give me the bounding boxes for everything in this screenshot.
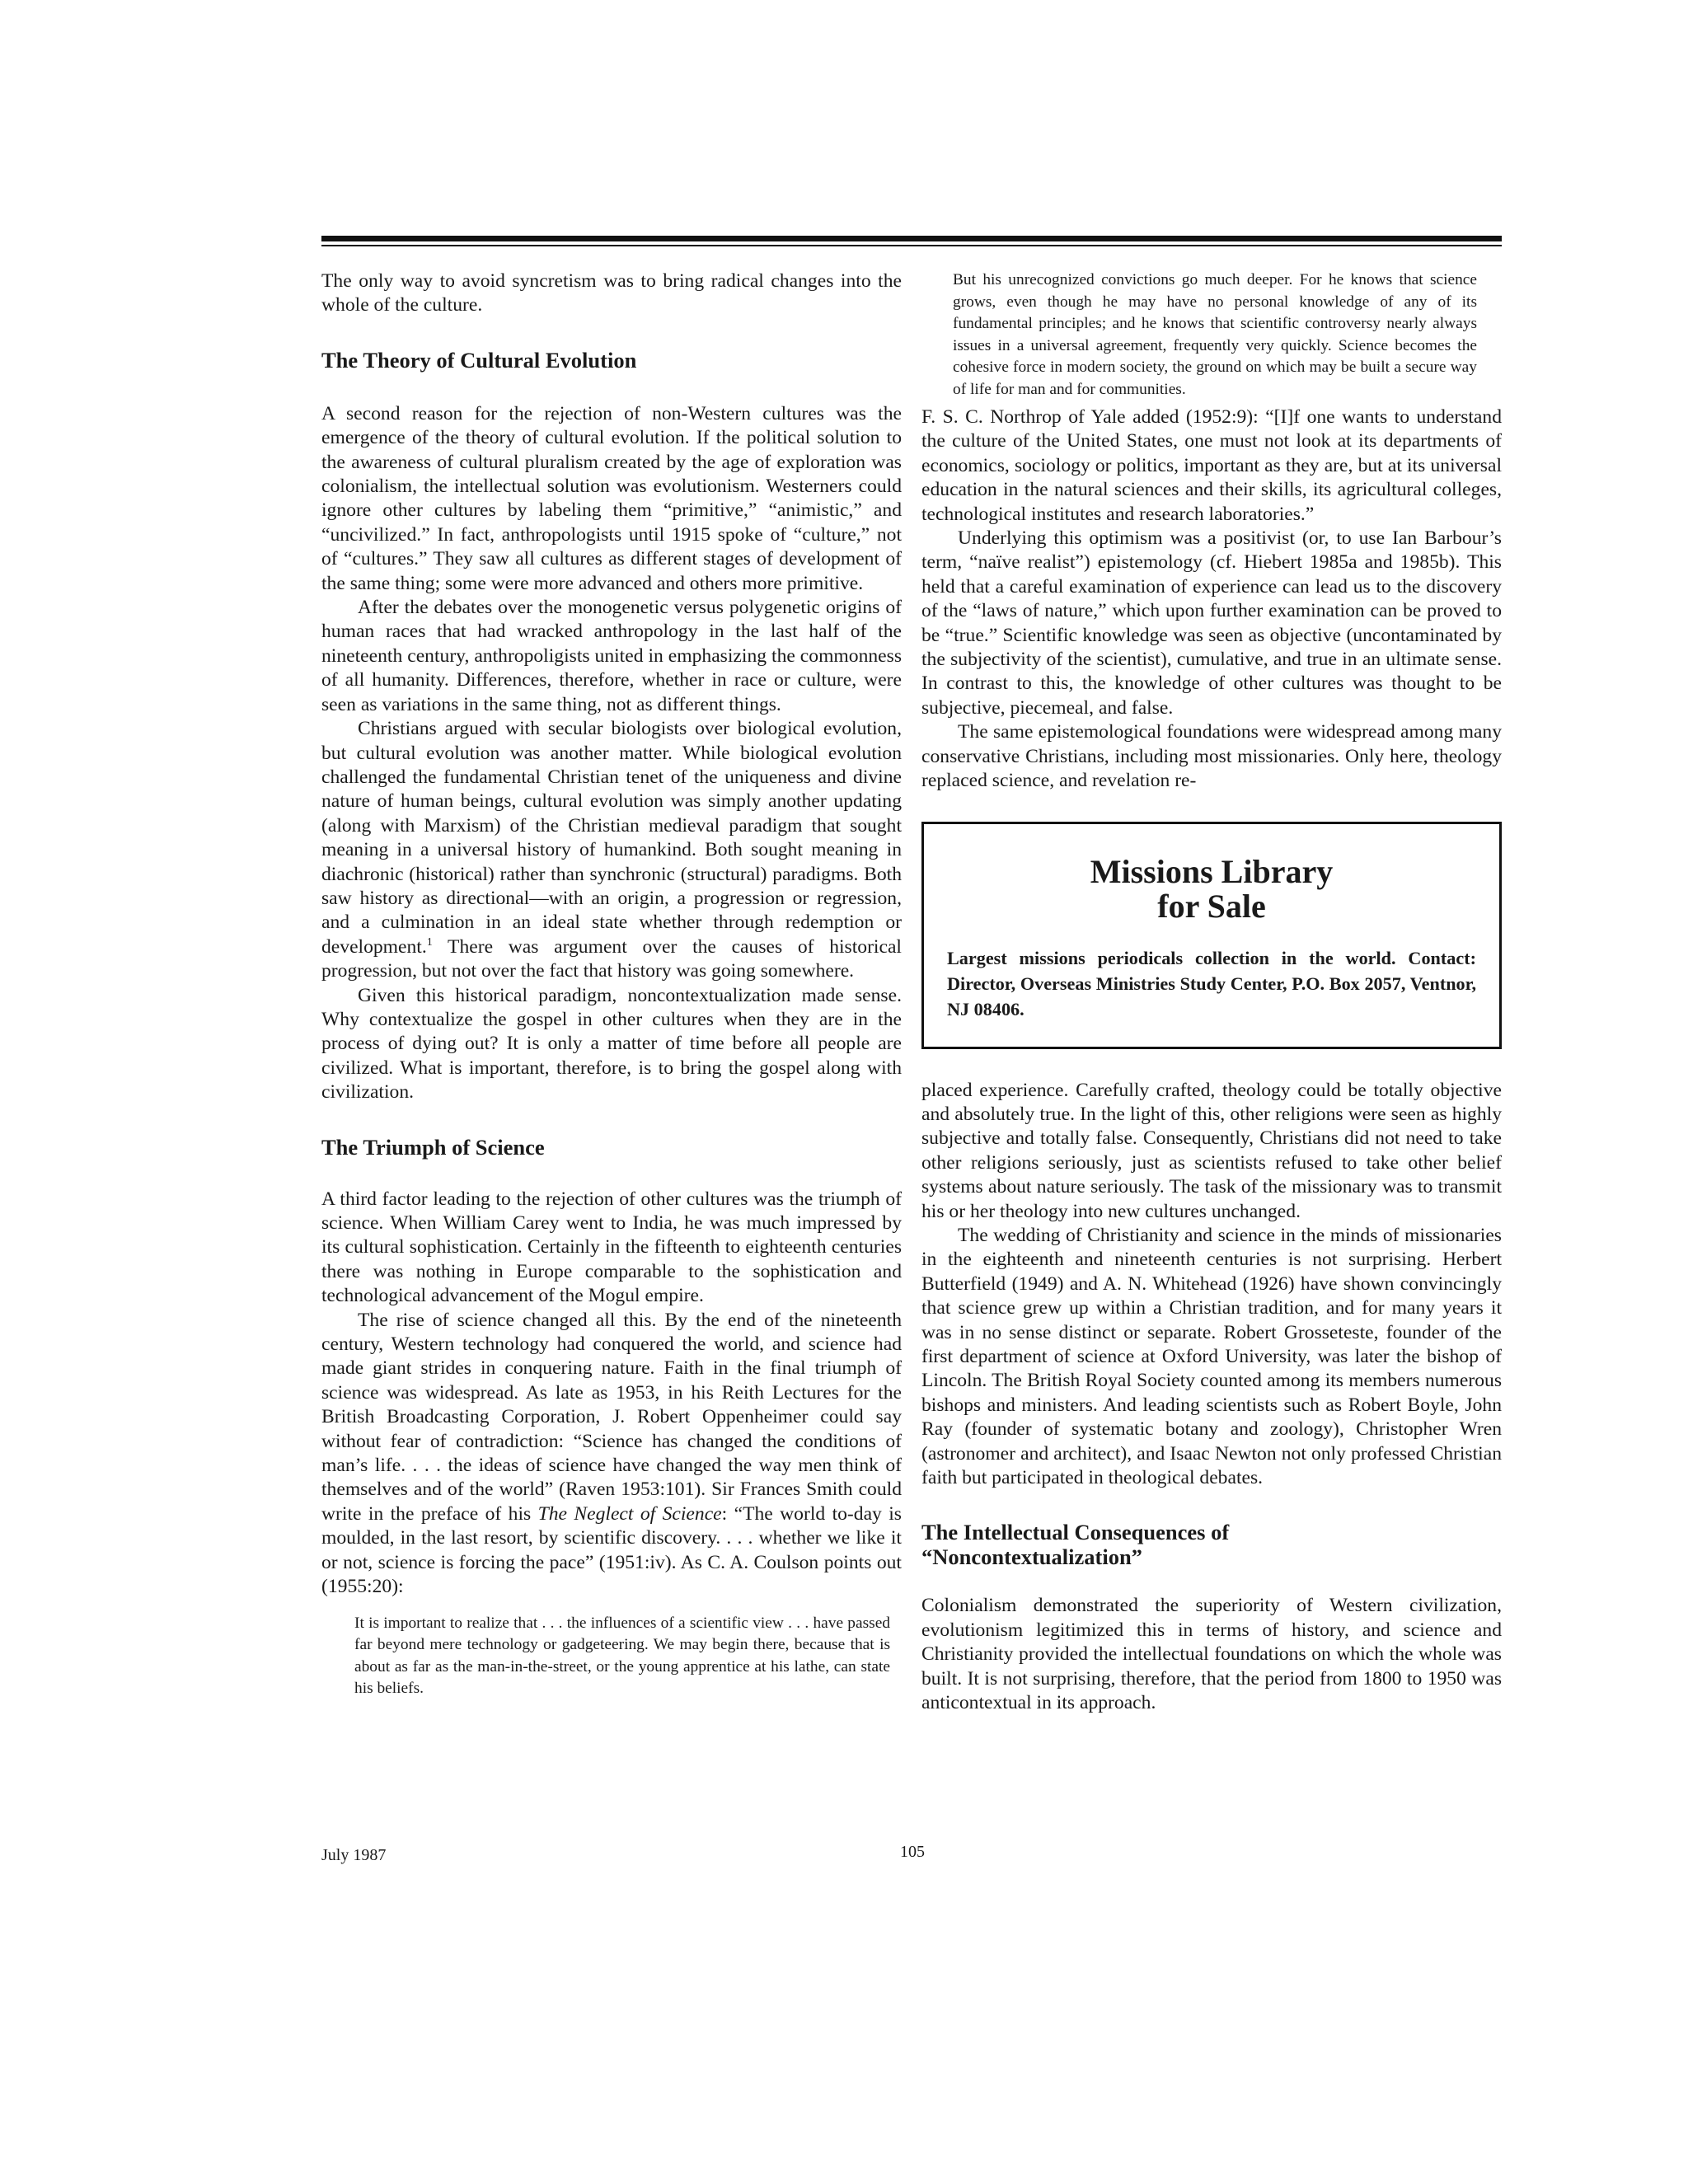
paragraph-evolution-3 [321, 717, 902, 983]
header-rule-thick [321, 236, 1502, 241]
heading-intellectual-consequences-line-2: “Noncontextualization” [921, 1544, 1142, 1570]
paragraph-intro: The only way to avoid syncretism was to bring radical changes into the whole of the culture. [321, 270, 902, 316]
advertisement-box [921, 822, 1502, 1049]
advertisement-title-line-1: Missions Library [1090, 852, 1334, 890]
paragraph-wedding: The wedding of Christianity and science in the minds of missionaries in the eighteenth and nineteenth centuries is not surprising. Herbert Butterfield (1949) and A. N. Whitehead (1926) have shown convincingly that science grew up within a Christian tradition, and for many years it was in no sense distinct or separate. Robert Grosseteste, founder of the first department of science at Oxford University, was later the bishop of Lincoln. The British Royal Society counted among its members numerous bishops and ministers. And leading scientists such as Robert Boyle, John Ray (founder of systematic botany and zoology), Christopher Wren (astronomer and architect), and Isaac Newton not only professed Christian faith but participated in theological debates. [921, 1224, 1502, 1488]
block-quote-coulson: It is important to realize that . . . the influences of a scientific view . . . have passed far beyond mere technology or gadgeteering. We may begin there, because that is about as far as the man-in-the-street, or the young apprentice at his lathe, can state his beliefs. [354, 1614, 890, 1697]
paragraph-science-1: A third factor leading to the rejection of other cultures was the triumph of science. When William Carey went to India, he was much impressed by its cultural sophistication. Certainly in the fifteenth to eighteenth centuries there was nothing in Europe comparable to the sophistication and technological advancement of the Mogul empire. [321, 1188, 902, 1307]
advertisement-title-line-2: for Sale [1157, 887, 1266, 925]
paragraph-science-2-text-b: : “The world to-day is moulded, in the last resort, by scientific discovery. . . . whether we like it or not, science is forcing the pace” (1951:iv). As C. A. Coulson points out (1955:20): [321, 1502, 902, 1598]
paragraph-evolution-1: A second reason for the rejection of non-Western cultures was the emergence of the theory of cultural evolution. If the political solution to the awareness of cultural pluralism created by the age of exploration was colonialism, the intellectual solution was evolutionism. Westerners could ignore other cultures by labeling them “primitive,” “animistic,” and “uncivilized.” In fact, anthropologists until 1915 spoke of “culture,” not of “cultures.” They saw all cultures as different stages of development of the same thing; some were more advanced and others more primitive. [321, 402, 902, 594]
paragraph-northrop: F. S. C. Northrop of Yale added (1952:9): “[I]f one wants to understand the culture of the United States, one must not look at its departments of economics, sociology or politics, important as they are, but at its universal education in the natural sciences and their skills, its agricultural colleges, technological institutes and research laboratories.” [921, 406, 1502, 525]
paragraph-science-2-text-a: The rise of science changed all this. By the end of the nineteenth century, Western technology had conquered the world, and science had made giant strides in conquering nature. Faith in the final triumph of science was widespread. As late as 1953, in his Reith Lectures for the British Broadcasting Corporation, J. Robert Oppenheimer could say without fear of contradiction: “Science has changed the conditions of man’s life. . . . the ideas of science have changed the way men think of themselves and of the world” (Raven 1953:101). Sir Frances Smith could write in the preface of his [321, 1309, 902, 1525]
book-title-neglect-of-science: The Neglect of Science [537, 1502, 722, 1525]
header-rule-thin [321, 245, 1502, 246]
paragraph-epistemology: The same epistemological foundations were widespread among many conservative Christians, including most missionaries. Only here, theology replaced science, and revelation re- [921, 721, 1502, 792]
heading-intellectual-consequences [921, 1520, 1502, 1569]
footer-date: July 1987 [321, 1846, 387, 1864]
left-column [321, 269, 902, 1700]
heading-intellectual-consequences-line-1: The Intellectual Consequences of [921, 1520, 1230, 1545]
paragraph-evolution-3-text-b: There was argument over the causes of historical progression, but not over the fact that history was going somewhere. [321, 935, 902, 982]
paragraph-optimism: Underlying this optimism was a positivist (or, to use Ian Barbour’s term, “naïve realist”) epistemology (cf. Hiebert 1985a and 1985b). This held that a careful examination of experience can lead us to the discovery of the “laws of nature,” which upon further examination can be proved to be “true.” Scientific knowledge was seen as objective (uncontaminated by the subjectivity of the scientist), cumulative, and true in an ultimate sense. In contrast to this, the knowledge of other cultures was thought to be subjective, piecemeal, and false. [921, 527, 1502, 719]
footnote-marker-1: 1 [426, 935, 433, 949]
footer-page-number: 105 [900, 1843, 925, 1861]
heading-cultural-evolution: The Theory of Cultural Evolution [321, 347, 637, 373]
right-column [921, 269, 1502, 1715]
advertisement-title [947, 852, 1476, 925]
paragraph-evolution-2: After the debates over the monogenetic versus polygenetic origins of human races that had wracked anthropology in the last half of the nineteenth century, anthropoligists united in emphasizing the commonness of all humanity. Differences, therefore, whether in race or culture, were seen as variations in the same thing, not as different things. [321, 597, 902, 715]
paragraph-placed-experience: placed experience. Carefully crafted, theology could be totally objective and absolutely true. In the light of this, other religions were seen as highly subjective and totally false. Consequently, Christians did not need to take other religions seriously, just as scientists refused to take other belief systems about nature seriously. The task of the missionary was to transmit his or her theology into new cultures unchanged. [921, 1079, 1502, 1222]
paragraph-science-2 [321, 1309, 902, 1600]
advertisement-body: Largest missions periodicals collection in the world. Contact: Director, Overseas Ministries Study Center, P.O. Box 2057, Ventnor, NJ 08406. [947, 947, 1476, 1019]
paragraph-evolution-4: Given this historical paradigm, noncontextualization made sense. Why contextualize the gospel in other cultures when they are in the process of dying out? It is only a matter of time before all people are civilized. What is important, therefore, is to bring the gospel along with civilization. [321, 984, 902, 1104]
paragraph-colonialism: Colonialism demonstrated the superiority of Western civilization, evolutionism legitimized this in terms of history, and science and Christianity provided the intellectual foundations on which the whole was built. It is not surprising, therefore, that the period from 1800 to 1950 was anticontextual in its approach. [921, 1595, 1502, 1714]
block-quote-coulson-continued: But his unrecognized convictions go much deeper. For he knows that science grows, even though he may have no personal knowledge of any of its fundamental principles; and he knows that scientific controversy nearly always issues in a universal agreement, frequently very quickly. Science becomes the cohesive force in modern society, the ground on which may be built a secure way of life for man and for communities. [953, 271, 1477, 398]
paragraph-evolution-3-text-a: Christians argued with secular biologists over biological evolution, but cultural evolution was another matter. While biological evolution challenged the fundamental Christian tenet of the uniqueness and divine nature of human beings, cultural evolution was simply another updating (along with Marxism) of the Christian medieval paradigm that sought meaning in a universal history of humankind. Both sought meaning in diachronic (historical) rather than synchronic (structural) paradigms. Both saw history as directional—with an origin, a progression or regression, and a culmination in an ideal state whether through redemption or development. [321, 718, 902, 958]
heading-triumph-of-science: The Triumph of Science [321, 1134, 545, 1160]
